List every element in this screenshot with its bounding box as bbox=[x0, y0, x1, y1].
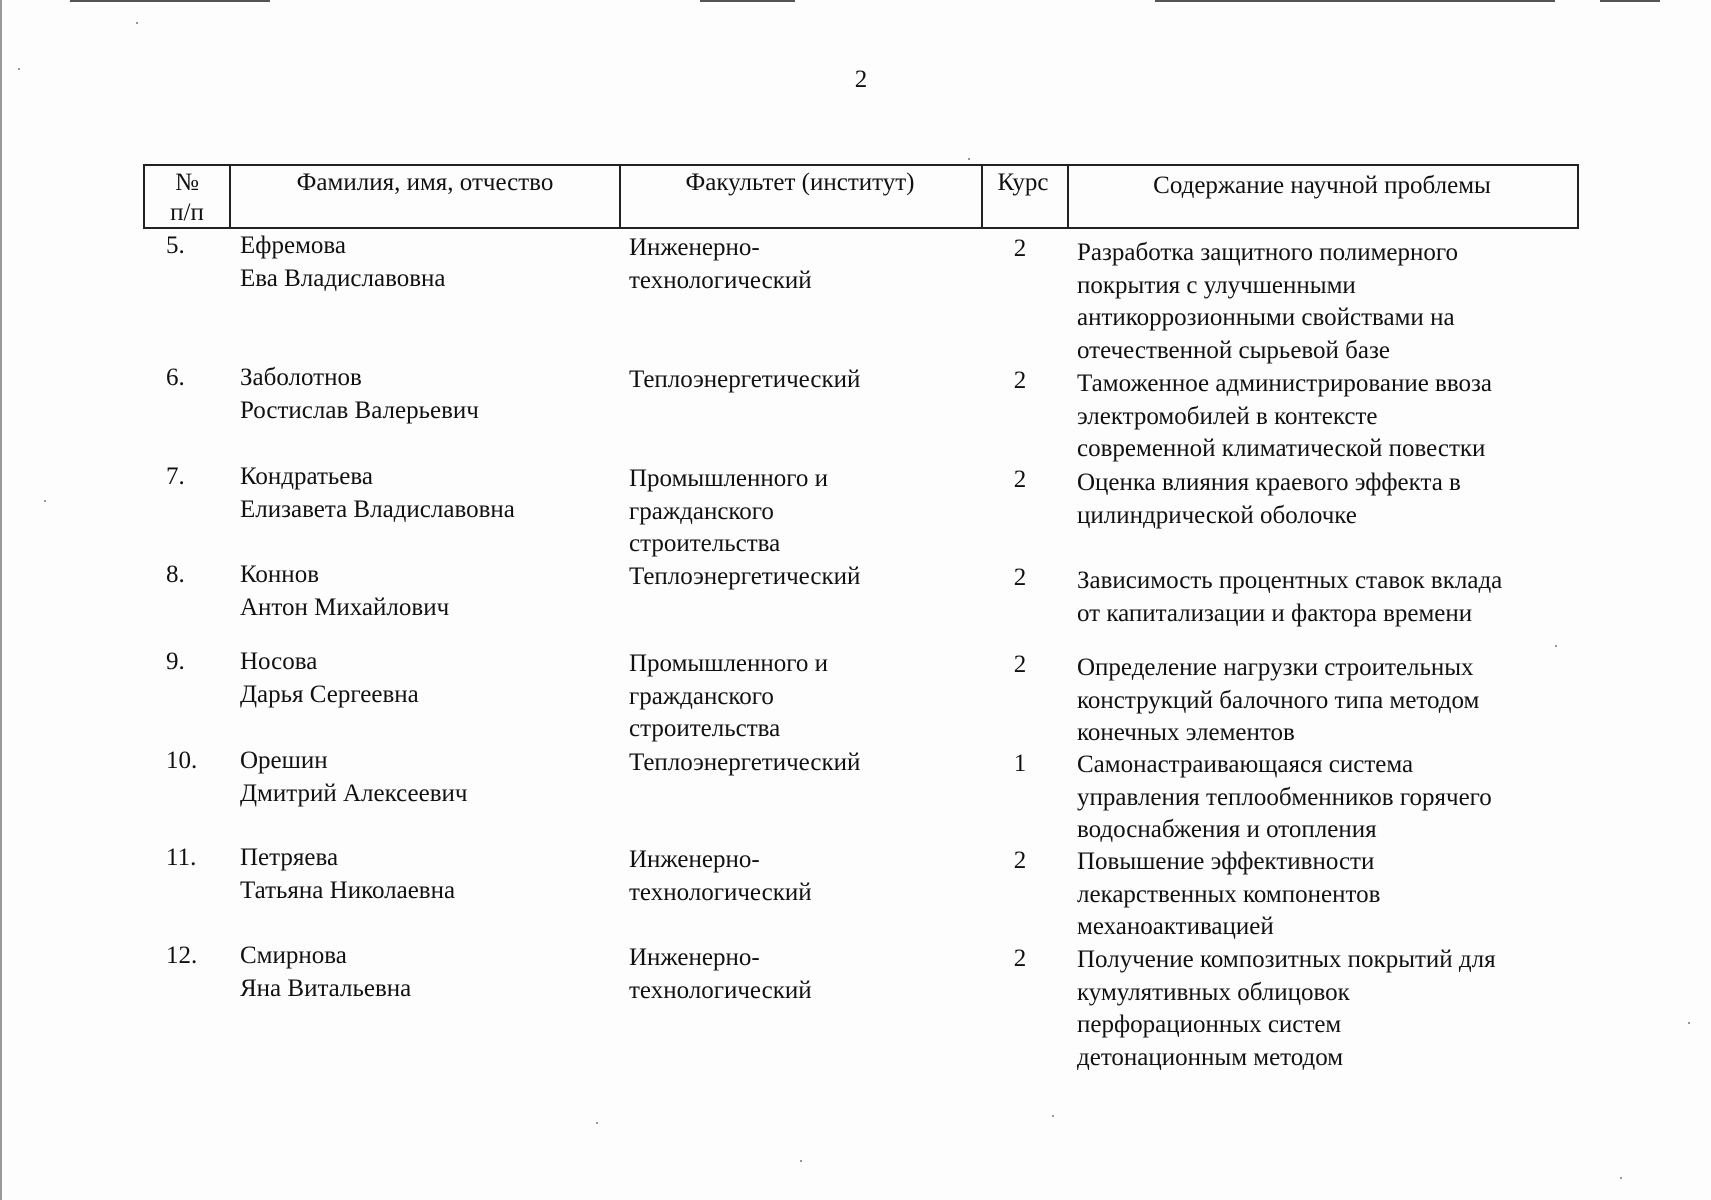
scan-artifact-line bbox=[70, 0, 270, 2]
row-number: 12. bbox=[166, 942, 198, 969]
scan-speck bbox=[44, 500, 46, 502]
course: 2 bbox=[1013, 466, 1027, 493]
row-number: 9. bbox=[166, 648, 185, 675]
row-number: 8. bbox=[166, 561, 185, 588]
scan-edge bbox=[0, 0, 2, 1200]
row-number: 11. bbox=[166, 844, 197, 871]
faculty: Теплоэнергетический bbox=[629, 366, 861, 393]
faculty: Теплоэнергетический bbox=[629, 563, 861, 590]
faculty: Инженерно- технологический bbox=[629, 234, 812, 294]
course: 2 bbox=[1013, 847, 1027, 874]
faculty: Промышленного и гражданского строительства bbox=[629, 650, 829, 742]
scan-speck bbox=[1052, 1115, 1054, 1117]
scan-speck bbox=[1688, 1022, 1690, 1024]
scan-artifact-line bbox=[1600, 0, 1660, 2]
scan-speck bbox=[596, 1122, 598, 1124]
header-number: № п/п bbox=[170, 169, 204, 226]
scan-speck bbox=[1555, 645, 1557, 647]
faculty: Инженерно- технологический bbox=[629, 846, 812, 906]
research-problem: Разработка защитного полимерного покрытия с улучшенными антикоррозионными свойствами на отечественной сырьевой базе bbox=[1077, 239, 1459, 364]
faculty: Теплоэнергетический bbox=[629, 749, 861, 776]
research-problem: Таможенное администрирование ввоза электромобилей в контексте современной климатической повестки bbox=[1077, 370, 1492, 462]
page-number: 2 bbox=[854, 66, 868, 93]
research-problem: Оценка влияния краевого эффекта в цилиндрической оболочке bbox=[1077, 469, 1461, 529]
scan-artifact-line bbox=[700, 0, 795, 2]
student-name: Коннов Антон Михайлович bbox=[240, 561, 450, 621]
scan-speck bbox=[800, 1160, 802, 1162]
student-name: Смирнова Яна Витальевна bbox=[240, 942, 412, 1002]
research-problem: Повышение эффективности лекарственных компонентов механоактивацией bbox=[1077, 848, 1381, 940]
research-problem: Определение нагрузки строительных конструкций балочного типа методом конечных элементов bbox=[1077, 654, 1480, 746]
scan-artifact-line bbox=[1155, 0, 1555, 2]
course: 2 bbox=[1013, 651, 1027, 678]
course: 2 bbox=[1013, 945, 1027, 972]
row-number: 6. bbox=[166, 364, 185, 391]
research-problem: Самонастраивающаяся система управления теплообменников горячего водоснабжения и отопления bbox=[1077, 751, 1492, 843]
research-problem: Зависимость процентных ставок вклада от капитализации и фактора времени bbox=[1077, 567, 1503, 627]
student-name: Заболотнов Ростислав Валерьевич bbox=[240, 364, 479, 424]
scan-speck bbox=[968, 158, 970, 160]
student-name: Ефремова Ева Владиславовна bbox=[240, 232, 446, 292]
row-number: 5. bbox=[166, 232, 185, 259]
header-problem: Содержание научной проблемы bbox=[1153, 172, 1491, 199]
scan-speck bbox=[136, 22, 138, 24]
scan-speck bbox=[18, 68, 20, 70]
row-number: 7. bbox=[166, 463, 185, 490]
research-problem: Получение композитных покрытий для кумулятивных облицовок перфорационных систем детонационным методом bbox=[1077, 946, 1496, 1071]
student-name: Носова Дарья Сергеевна bbox=[240, 648, 419, 708]
student-name: Петряева Татьяна Николаевна bbox=[240, 844, 456, 904]
student-name: Орешин Дмитрий Алексеевич bbox=[240, 747, 468, 807]
header-course: Курс bbox=[997, 169, 1049, 196]
scan-speck bbox=[1620, 1177, 1622, 1179]
course: 2 bbox=[1013, 367, 1027, 394]
course: 2 bbox=[1013, 564, 1027, 591]
course: 1 bbox=[1013, 750, 1027, 777]
course: 2 bbox=[1013, 235, 1027, 262]
faculty: Инженерно- технологический bbox=[629, 944, 812, 1004]
header-name: Фамилия, имя, отчество bbox=[296, 169, 554, 196]
header-faculty: Факультет (институт) bbox=[685, 169, 915, 196]
row-number: 10. bbox=[166, 747, 198, 774]
student-name: Кондратьева Елизавета Владиславовна bbox=[240, 463, 515, 523]
faculty: Промышленного и гражданского строительства bbox=[629, 465, 829, 557]
